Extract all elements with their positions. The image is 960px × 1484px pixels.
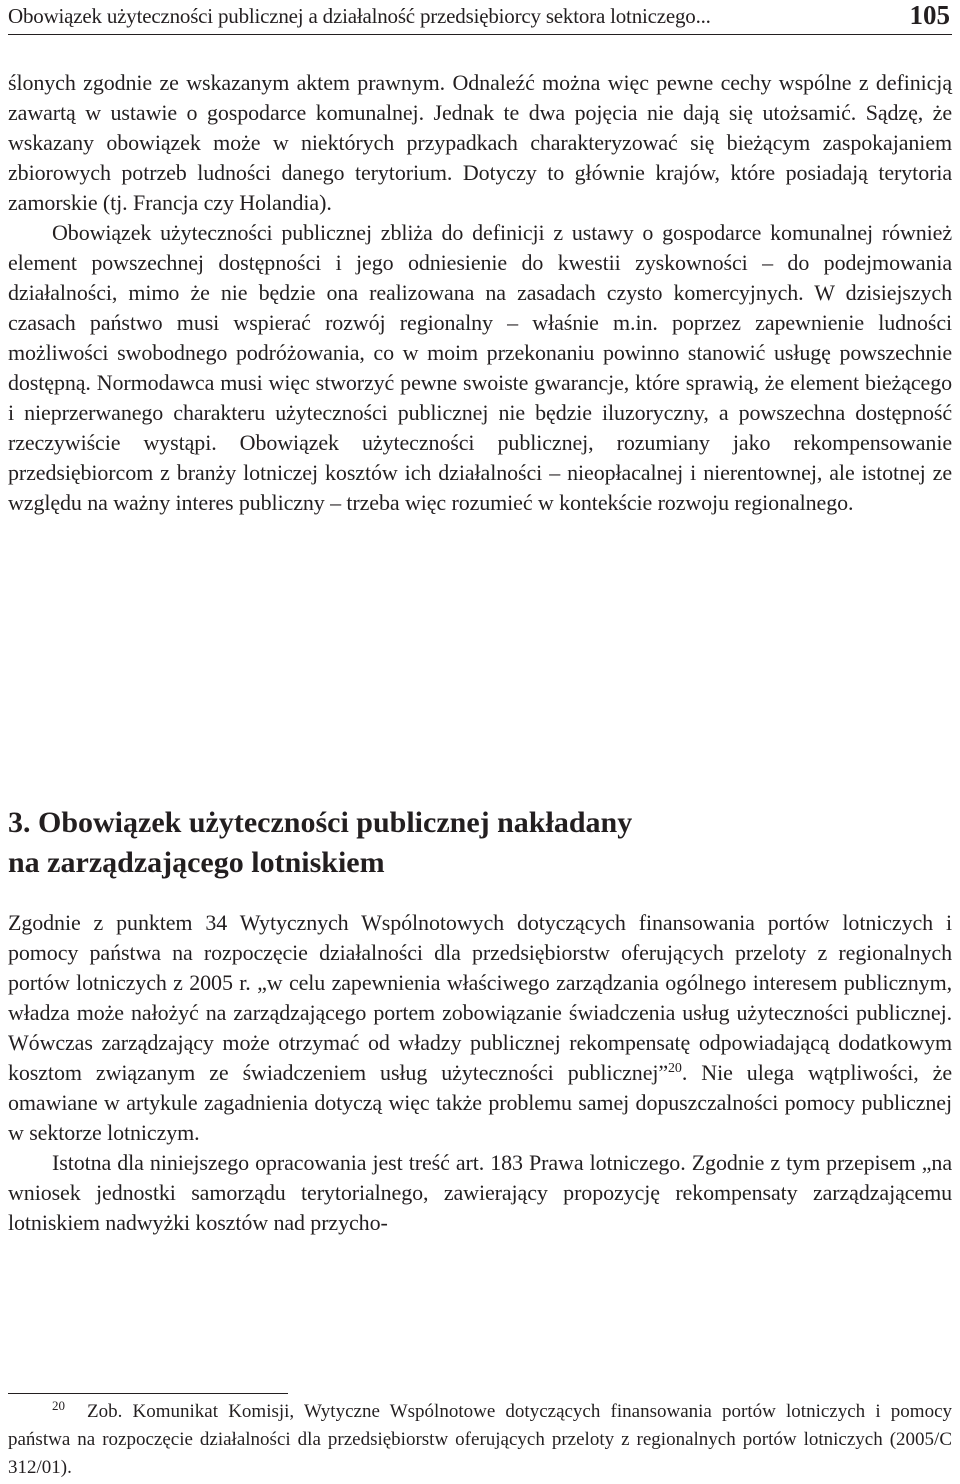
section-heading-line-1: 3. Obowiązek użyteczności publicznej nakładany xyxy=(8,806,633,839)
footnote-number: 20 xyxy=(52,1398,65,1413)
section-heading xyxy=(8,803,952,883)
paragraph-text: . Nie ulega wątpliwości, że omawiane w artykule zagadnienia dotyczą więc także problemu samej dopuszczalności pomocy publicznej w sektorze lotniczym. xyxy=(8,1060,952,1145)
footnote-divider xyxy=(8,1393,288,1394)
running-header xyxy=(8,2,952,35)
page-number: 105 xyxy=(909,0,950,30)
footnote-text: Zob. Komunikat Komisji, Wytyczne Wspólnotowe dotyczących finansowania portów lotniczych i pomocy państwa na rozpoczęcie działalności dla przedsiębiorstw oferujących przeloty z regionalnych portów lotniczych (2005/C 312/01). xyxy=(8,1401,952,1478)
body-text-main xyxy=(8,908,952,1238)
running-title: Obowiązek użyteczności publicznej a działalność przedsiębiorcy sektora lotniczego... xyxy=(8,4,711,28)
paragraph-continued: ślonych zgodnie ze wskazanym aktem prawnym. Odnaleźć można więc pewne cechy wspólne z definicją zawartą w ustawie o gospodarce komunalnej. Jednak te dwa pojęcia nie dają się utożsamić. Sądzę, że wskazany obowiązek może w niektórych przypadkach charakteryzować się bieżącym zaspokajaniem zbiorowych potrzeb ludności danego terytorium. Dotyczy to głównie krajów, które posiadają terytoria zamorskie (tj. Francja czy Holandia). xyxy=(8,70,952,215)
body-text-top xyxy=(8,68,952,518)
paragraph xyxy=(8,908,952,1148)
footnote xyxy=(8,1398,952,1482)
footnote-reference[interactable]: 20 xyxy=(668,1061,682,1076)
section-heading-line-2: na zarządzającego lotniskiem xyxy=(8,846,385,879)
paragraph-text: Zgodnie z punktem 34 Wytycznych Wspólnotowych dotyczących finansowania portów lotniczych i pomocy państwa na rozpoczęcie działalności dla przedsiębiorstw oferujących przeloty z regionalnych portów lotniczych z 2005 r. „w celu zapewnienia właściwego zarządzania ogólnego interesem publicznym, władza może nałożyć na zarządzającego portem zobowiązanie świadczenia usług użyteczności publicznej. Wówczas zarządzający może otrzymać od władzy publicznej rekompensatę odpowiadającą dodatkowym kosztom związanym ze świadczeniem usług użyteczności publicznej” xyxy=(8,910,952,1085)
paragraph: Istotna dla niniejszego opracowania jest treść art. 183 Prawa lotniczego. Zgodnie z tym przepisem „na wniosek jednostki samorządu terytorialnego, zawierający propozycję rekompensaty zarządzającemu lotniskiem nadwyżki kosztów nad przycho- xyxy=(8,1150,952,1235)
paragraph: Obowiązek użyteczności publicznej zbliża do definicji z ustawy o gospodarce komunalnej również element powszechnej dostępności i jego odniesienie do kwestii zyskowności – do podejmowania działalności, mimo że nie będzie ona realizowana na zasadach czysto komercyjnych. W dzisiejszych czasach państwo musi wspierać rozwój regionalny – właśnie m.in. poprzez zapewnienie ludności możliwości swobodnego podróżowania, co w moim przekonaniu powinno stanowić usługę powszechnie dostępną. Normodawca musi więc stworzyć pewne swoiste gwarancje, które sprawią, że element bieżącego i nieprzerwanego charakteru użyteczności publicznej nie będzie iluzoryczny, a powszechna dostępność rzeczywiście wystąpi. Obowiązek użyteczności publicznej, rozumiany jako rekompensowanie przedsiębiorcom z branży lotniczej kosztów ich działalności – nieopłacalnej i nierentownej, ale istotnej ze względu na ważny interes publiczny – trzeba więc rozumieć w kontekście rozwoju regionalnego. xyxy=(8,220,952,515)
